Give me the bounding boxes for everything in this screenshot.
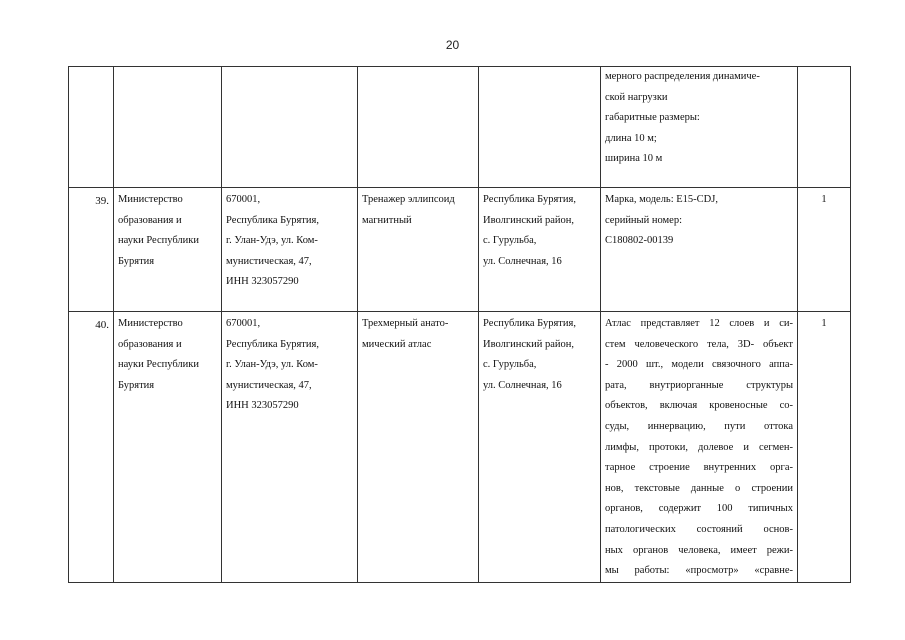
name-line: Тренажер эллипсоид [362,194,455,205]
description-line: ширина 10 м [605,153,663,165]
row-number: 40. [95,319,109,331]
cell-location [479,67,601,188]
cell-name [358,67,479,188]
cell-address [222,312,358,583]
address-line: мунистическая, 47, [226,255,312,267]
address-line: 670001, [226,318,261,329]
row-number: 39. [95,195,109,207]
name-line: Трехмерный анато- [362,318,449,329]
owner-line: Министерство [118,194,183,205]
name-line: магнитный [362,214,412,226]
address-line: ИНН 323057290 [226,276,299,288]
location-line: ул. Солнечная, 16 [483,255,562,267]
address-line: г. Улан-Удэ, ул. Ком- [226,359,318,371]
location-line: Республика Бурятия, [483,194,576,205]
cell-location [479,312,601,583]
description-line: органов, содержит 100 типичных [605,503,793,515]
table-row [69,188,851,312]
description-line: мы работы: «просмотр» «сравне- [605,565,793,577]
location-line: с. Гурульба, [483,235,537,247]
description-line: мерного распределения динамиче- [605,71,760,82]
description-line: - 2000 шт., модели связочного аппа- [605,359,793,371]
name-line: мический атлас [362,338,432,350]
location-line: Иволгинский район, [483,338,575,350]
owner-line: образования и [118,214,182,226]
cell-number [69,67,114,188]
location-line: Республика Бурятия, [483,318,576,329]
description-line: габаритные размеры: [605,112,700,124]
cell-description [601,188,798,312]
address-line: г. Улан-Удэ, ул. Ком- [226,235,318,247]
owner-line: науки Республики [118,235,200,247]
address-line: Республика Бурятия, [226,214,319,226]
quantity-value: 1 [821,318,827,329]
description-line: суды, иннервацию, пути оттока [605,420,793,432]
cell-location [479,188,601,312]
description-line: тарное строение внутренних орга- [605,462,793,474]
description-line: Марка, модель: E15-CDJ, [605,194,718,205]
table-row [69,312,851,583]
cell-quantity [798,188,851,312]
description-line: лимфы, протоки, долевое и сегмен- [605,441,793,453]
location-line: с. Гурульба, [483,359,537,371]
cell-description [601,312,798,583]
owner-line: Бурятия [118,379,155,391]
description-line: ных органов человека, имеет режи- [605,544,793,556]
description-line: патологических состояний основ- [605,523,793,535]
cell-owner [114,312,222,583]
cell-name [358,188,479,312]
description-line: длина 10 м; [605,132,657,144]
address-line: Республика Бурятия, [226,338,319,350]
cell-owner [114,67,222,188]
location-line: Иволгинский район, [483,214,575,226]
description-line: стем человеческого тела, 3D- объект [605,338,793,350]
table-row-continuation [69,67,851,188]
cell-description [601,67,798,188]
registry-table [68,66,851,583]
cell-number [69,312,114,583]
location-line: ул. Солнечная, 16 [483,379,562,391]
cell-number [69,188,114,312]
description-line: ской нагрузки [605,91,668,103]
quantity-value: 1 [821,194,827,205]
description-line: C180802-00139 [605,235,674,247]
cell-address [222,188,358,312]
description-line: серийный номер: [605,214,682,226]
cell-address [222,67,358,188]
address-line: мунистическая, 47, [226,379,312,391]
address-line: ИНН 323057290 [226,400,299,412]
page-number: 20 [445,38,460,52]
description-line: рата, внутриорганные структуры [605,379,793,391]
owner-line: Министерство [118,318,183,329]
owner-line: Бурятия [118,255,155,267]
cell-name [358,312,479,583]
description-line: объектов, включая кровеносные со- [605,400,793,412]
owner-line: науки Республики [118,359,200,371]
cell-owner [114,188,222,312]
address-line: 670001, [226,194,261,205]
cell-quantity [798,312,851,583]
description-line: Атлас представляет 12 слоев и си- [605,318,793,329]
cell-quantity [798,67,851,188]
description-line: нов, текстовые данные о строении [605,482,793,494]
owner-line: образования и [118,338,182,350]
